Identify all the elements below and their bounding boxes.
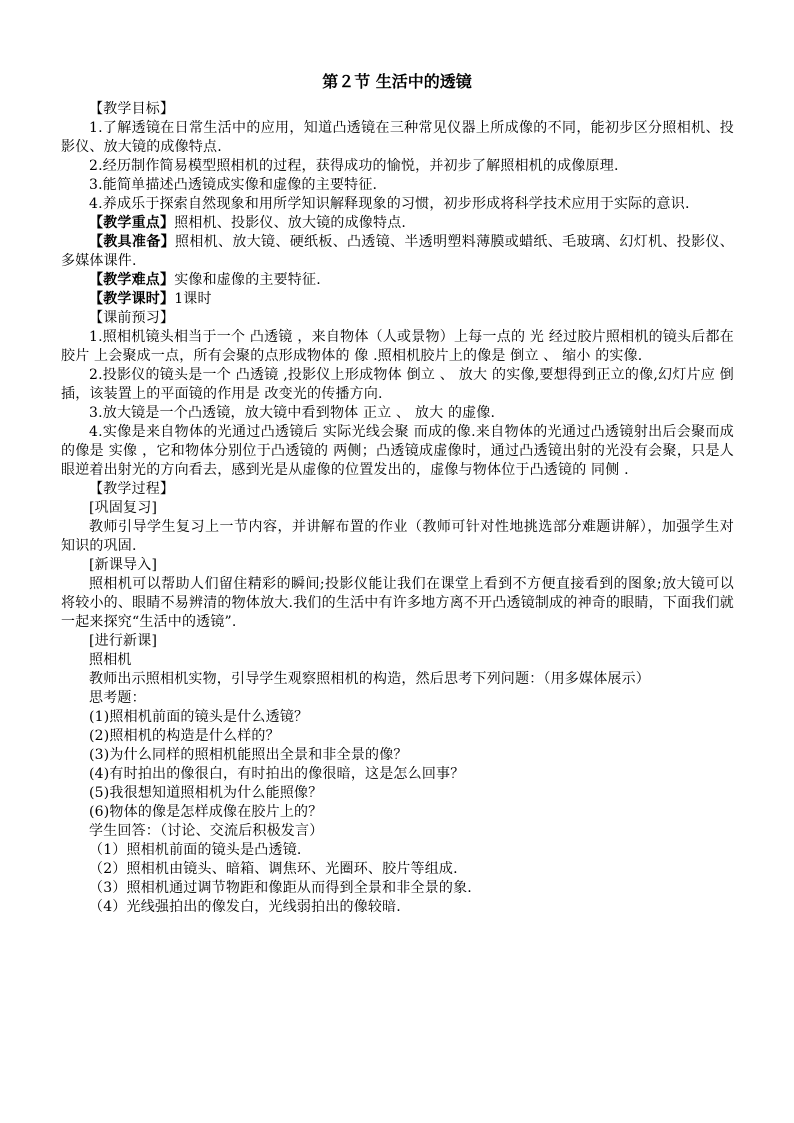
preview-item: 4.实像是来自物体的光通过凸透镜后 实际光线会聚 而成的像.来自物体的光通过凸透镜射出后会聚而成的像是 实像 ，它和物体分别位于凸透镜的 两侧；凸透镜成虚像时，通过凸透镜出射的光没有会聚，只是人眼逆着出射光的方向看去，感到光是从虚像的位置发出的，虚像与物体位于凸透镜的 同侧 . (61, 424, 734, 478)
key-point-text: 照相机、投影仪、放大镜的成像特点. (174, 215, 407, 231)
materials-label: 【教具准备】 (89, 234, 176, 250)
answers-label: 学生回答：（讨论、交流后积极发言） (89, 823, 324, 839)
difficulty-paragraph (61, 271, 734, 290)
review-text: 教师引导学生复习上一节内容，并讲解布置的作业（教师可针对性地挑选部分难题讲解），加强学生对知识的巩固. (61, 519, 734, 554)
answer-item: （2）照相机由镜头、暗箱、调焦环、光圈环、胶片等组成. (89, 861, 458, 877)
key-point-paragraph (61, 214, 734, 233)
objective-item: 2.经历制作简易模型照相机的过程，获得成功的愉悦，并初步了解照相机的成像原理. (89, 158, 619, 174)
question-item: (5)我很想知道照相机为什么能照像？ (89, 785, 323, 801)
question-item: (3)为什么同样的照相机能照出全景和非全景的像？ (89, 747, 408, 763)
preview-item: 1.照相机镜头相当于一个 凸透镜 ，来自物体（人或景物）上每一点的 光 经过胶片照相机的镜头后都在 胶片 上会聚成一点，所有会聚的点形成物体的 像 .照相机胶片上的像是 倒立 、 缩小 的实像. (61, 329, 734, 364)
materials-paragraph (61, 233, 734, 271)
camera-heading: 照相机 (89, 652, 132, 668)
difficulty-label: 【教学难点】 (89, 272, 175, 288)
new-lesson-heading: [进行新课] (89, 633, 158, 649)
answer-item: （4）光线强拍出的像发白，光线弱拍出的像较暗. (89, 899, 401, 915)
preview-item: 3.放大镜是一个凸透镜，放大镜中看到物体 正立 、 放大 的虚像. (89, 405, 496, 421)
questions-label: 思考题： (89, 690, 146, 706)
process-heading: 【教学过程】 (89, 481, 175, 497)
question-item: (6)物体的像是怎样成像在胶片上的？ (89, 804, 323, 820)
question-item: (2)照相机的构造是什么样的？ (89, 728, 280, 744)
intro-heading: [新课导入] (89, 557, 158, 573)
difficulty-text: 实像和虚像的主要特征. (174, 272, 321, 288)
document-body (61, 100, 734, 917)
camera-intro: 教师出示照相机实物，引导学生观察照相机的构造，然后思考下列问题：（用多媒体展示） (89, 671, 650, 687)
hours-text: 1课时 (174, 291, 212, 307)
objectives-heading: 【教学目标】 (89, 101, 175, 117)
hours-label: 【教学课时】 (89, 291, 175, 307)
answer-item: （3）照相机通过调节物距和像距从而得到全景和非全景的象. (89, 880, 472, 896)
answer-item: （1）照相机前面的镜头是凸透镜. (89, 842, 302, 858)
intro-text: 照相机可以帮助人们留住精彩的瞬间;投影仪能让我们在课堂上看到不方便直接看到的图象;放大镜可以将较小的、眼睛不易辨清的物体放大.我们的生活中有许多地方离不开凸透镜制成的神奇的眼睛，下面我们就一起来探究“生活中的透镜”. (61, 576, 734, 630)
materials-text: 照相机、放大镜、硬纸板、凸透镜、半透明塑料薄膜或蜡纸、毛玻璃、幻灯机、投影仪、多媒体课件. (61, 234, 734, 269)
preview-item: 2.投影仪的镜头是一个 凸透镜 ,投影仪上形成物体 倒立 、 放大 的实像,要想得到正立的像,幻灯片应 倒 插，该装置上的平面镜的作用是 改变光的传播方向. (61, 367, 734, 402)
question-item: (1)照相机前面的镜头是什么透镜？ (89, 709, 309, 725)
preview-heading: 【课前预习】 (89, 310, 175, 326)
page-title: 第２节 生活中的透镜 (322, 72, 472, 91)
question-item: (4)有时拍出的像很白，有时拍出的像很暗，这是怎么回事？ (89, 766, 465, 782)
objective-item: 4.养成乐于探索自然现象和用所学知识解释现象的习惯，初步形成将科学技术应用于实际的意识. (89, 196, 690, 212)
objective-item: 1.了解透镜在日常生活中的应用，知道凸透镜在三种常见仪器上所成像的不同，能初步区分照相机、投影仪、放大镜的成像特点. (61, 120, 734, 155)
key-point-label: 【教学重点】 (89, 215, 175, 231)
review-heading: [巩固复习] (89, 500, 158, 516)
objective-item: 3.能简单描述凸透镜成实像和虚像的主要特征. (89, 177, 378, 193)
hours-paragraph (61, 290, 734, 309)
